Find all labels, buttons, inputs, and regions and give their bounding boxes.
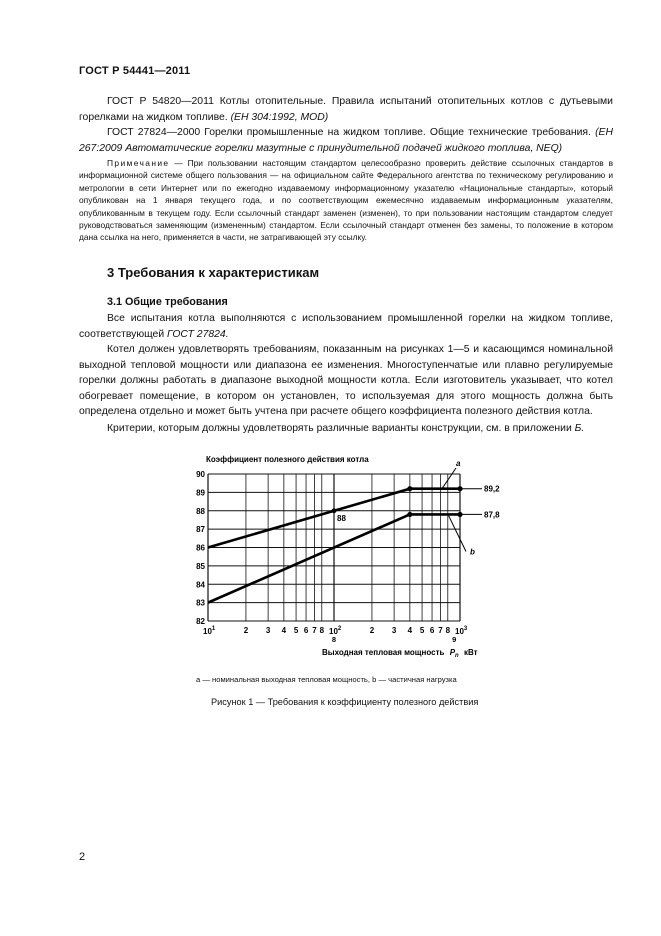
paragraph-3-ref: Б. xyxy=(574,423,585,434)
reference-gost-27824 xyxy=(79,125,613,156)
paragraph-3-text: Критерии, которым должны удовлетворять различные варианты конструкции, см. в приложении xyxy=(107,423,572,434)
annotation-point xyxy=(332,508,337,513)
paragraph-3 xyxy=(79,421,613,437)
x-tick-label-minor: 6 xyxy=(303,626,309,635)
y-tick-label: 84 xyxy=(196,580,205,590)
note-text: — При пользовании настоящим стандартом целесообразно проверить действие ссылочных стандартов в информационной системе общего пользования — на официальном сайте Федерального агентства по техническому регулированию и метрологии в сети Интернет или по ежегодно издаваемому информационному указателю «Национальные стандарты», который опубликован на 1 января текущего года, и по соответствующим ежемесячно издаваемым информационным указателям, опубликованным в текущем году. Если ссылочный стандарт заменен (изменен), то при пользовании настоящим стандартом следует руководствоваться заменяющим (измененным) стандартом. Если ссылочный стандарт отменен без замены, то положение в котором дана ссылка на него, применяется в части, не затрагивающей эту ссылку. xyxy=(79,158,614,243)
y-tick-label: 87 xyxy=(196,525,205,535)
reference-equivalent: (EH 304:1992, MOD) xyxy=(230,111,329,123)
x-tick-label-minor: 5 xyxy=(419,626,425,635)
y-tick-label: 85 xyxy=(196,561,205,571)
annotation-label: 87,8 xyxy=(484,510,500,520)
x-mark-below: 8 xyxy=(331,635,337,644)
x-tick-label-minor: 4 xyxy=(281,626,287,635)
figure-legend: а — номинальная выходная тепловая мощность, b — частичная нагрузка xyxy=(196,675,457,684)
x-axis-label xyxy=(322,648,478,659)
section-title: 3 Требования к характеристикам xyxy=(107,265,320,280)
reference-equivalent: (EH 267:2009 Автоматические горелки мазутные с принудительной подачей жидкого топлива, NEQ) xyxy=(79,127,613,154)
legend-label-b: b xyxy=(470,547,475,557)
y-tick-label: 83 xyxy=(196,598,205,608)
annotation-label: 89,2 xyxy=(484,484,500,494)
paragraph-1 xyxy=(79,311,613,342)
series-point-a xyxy=(407,486,412,491)
x-tick-label-major: $10^3$ xyxy=(455,626,468,636)
series-line-b xyxy=(208,514,460,602)
reference-text: ГОСТ 27824—2000 Горелки промышленные на жидком топливе. Общие технические требования. xyxy=(107,127,591,138)
series-point-a xyxy=(457,486,462,491)
y-tick-label: 88 xyxy=(196,506,205,516)
series-point-b xyxy=(407,512,412,517)
y-tick-label: 89 xyxy=(196,488,205,498)
figure-caption: Рисунок 1 — Требования к коэффициенту полезного действия xyxy=(211,697,479,707)
paragraph-2-text: Котел должен удовлетворять требованиям, показанным на рисунках 1—5 и касающимся номинальной выходной тепловой мощности или диапазона ее изменения. Многоступенчатые или плавно регулируемые горелки должны работать в диапазоне выходной мощности котла. Если изготовитель указывает, что котел обогревает помещение, в котором он установлен, то используемая для этого мощность должна быть определена отдельно и может быть учтена при расчете общего коэффициента полезного действия котла. xyxy=(79,344,613,418)
x-axis-label-unit: кВт xyxy=(463,648,478,657)
legend-label-a: a xyxy=(456,459,461,468)
x-tick-label-minor: 2 xyxy=(369,626,375,635)
document-header: ГОСТ Р 54441—2011 xyxy=(79,65,191,77)
x-axis-label-symbol: P xyxy=(449,648,456,657)
paragraph-1-text: Все испытания котла выполняются с использованием промышленной горелки на жидком топливе, соответствующей xyxy=(79,313,613,340)
annotation-label: 88 xyxy=(337,513,346,523)
x-axis-label-text: Выходная тепловая мощность xyxy=(322,648,445,657)
x-tick-label-major: $10^2$ xyxy=(329,626,342,636)
x-tick-label-minor: 8 xyxy=(319,626,325,635)
x-tick-label-minor: 4 xyxy=(407,626,413,635)
note-lead: Примечание xyxy=(107,158,170,168)
reference-gost-54820 xyxy=(79,94,613,125)
legend-leader-b xyxy=(448,514,466,551)
paragraph-1-ref: ГОСТ 27824. xyxy=(167,328,229,340)
x-tick-label-minor: 7 xyxy=(312,626,317,635)
paragraph-2 xyxy=(79,342,613,420)
x-tick-label-major: $10^1$ xyxy=(203,626,216,636)
x-mark-below: 9 xyxy=(452,635,457,644)
series-line-a xyxy=(208,489,460,548)
x-tick-label-minor: 7 xyxy=(438,626,443,635)
x-tick-label-minor: 5 xyxy=(293,626,299,635)
x-tick-label-minor: 2 xyxy=(243,626,249,635)
subsection-title: 3.1 Общие требования xyxy=(107,296,228,308)
note-block xyxy=(79,157,613,244)
x-axis-label-subscript: n xyxy=(455,653,459,659)
x-tick-label-minor: 6 xyxy=(429,626,435,635)
y-tick-label: 86 xyxy=(196,543,205,553)
series-point-b xyxy=(457,512,462,517)
y-tick-label: 82 xyxy=(196,617,205,626)
page-number: 2 xyxy=(79,851,86,863)
legend-leader-a xyxy=(442,468,456,489)
x-tick-label-minor: 3 xyxy=(391,626,397,635)
x-tick-label-minor: 3 xyxy=(265,626,271,635)
reference-text: ГОСТ Р 54820—2011 Котлы отопительные. Правила испытаний отопительных котлов с дутьевыми горелками на жидком топливе. xyxy=(79,96,613,123)
y-tick-label: 90 xyxy=(196,470,205,479)
chart-title: Коэффициент полезного действия котла xyxy=(206,455,369,464)
x-tick-label-minor: 8 xyxy=(445,626,451,635)
